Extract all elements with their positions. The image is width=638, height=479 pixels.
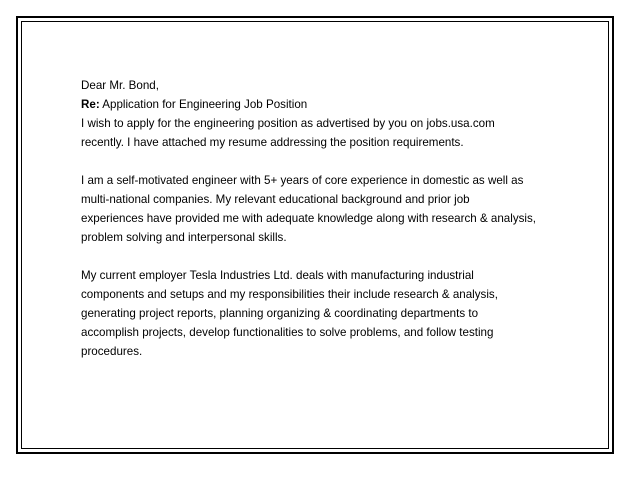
paragraph-3 xyxy=(81,266,581,361)
paragraph-line: accomplish projects, develop functionalities to solve problems, and follow testing xyxy=(81,326,494,339)
salutation: Dear Mr. Bond, xyxy=(81,79,159,92)
paragraph-line: experiences have provided me with adequate knowledge along with research & analysis, xyxy=(81,212,537,225)
subject-label: Re: xyxy=(81,98,100,111)
letter-body xyxy=(81,76,581,380)
paragraph-1 xyxy=(81,114,581,152)
paragraph-line: recently. I have attached my resume addressing the position requirements. xyxy=(81,136,464,149)
subject-text: Application for Engineering Job Position xyxy=(99,98,308,111)
paragraph-line: My current employer Tesla Industries Ltd. deals with manufacturing industrial xyxy=(81,269,474,282)
paragraph-line: I wish to apply for the engineering position as advertised by you on jobs.usa.com xyxy=(81,117,495,130)
paragraph-line: generating project reports, planning organizing & coordinating departments to xyxy=(81,307,479,320)
paragraph-2 xyxy=(81,171,581,247)
paragraph-line: procedures. xyxy=(81,345,143,358)
paragraph-line: components and setups and my responsibilities their include research & analysis, xyxy=(81,288,498,301)
paragraph-line: I am a self-motivated engineer with 5+ years of core experience in domestic as well as xyxy=(81,174,524,187)
paragraph-line: problem solving and interpersonal skills. xyxy=(81,231,287,244)
subject-line xyxy=(81,95,581,114)
paragraph-line: multi-national companies. My relevant educational background and prior job xyxy=(81,193,470,206)
